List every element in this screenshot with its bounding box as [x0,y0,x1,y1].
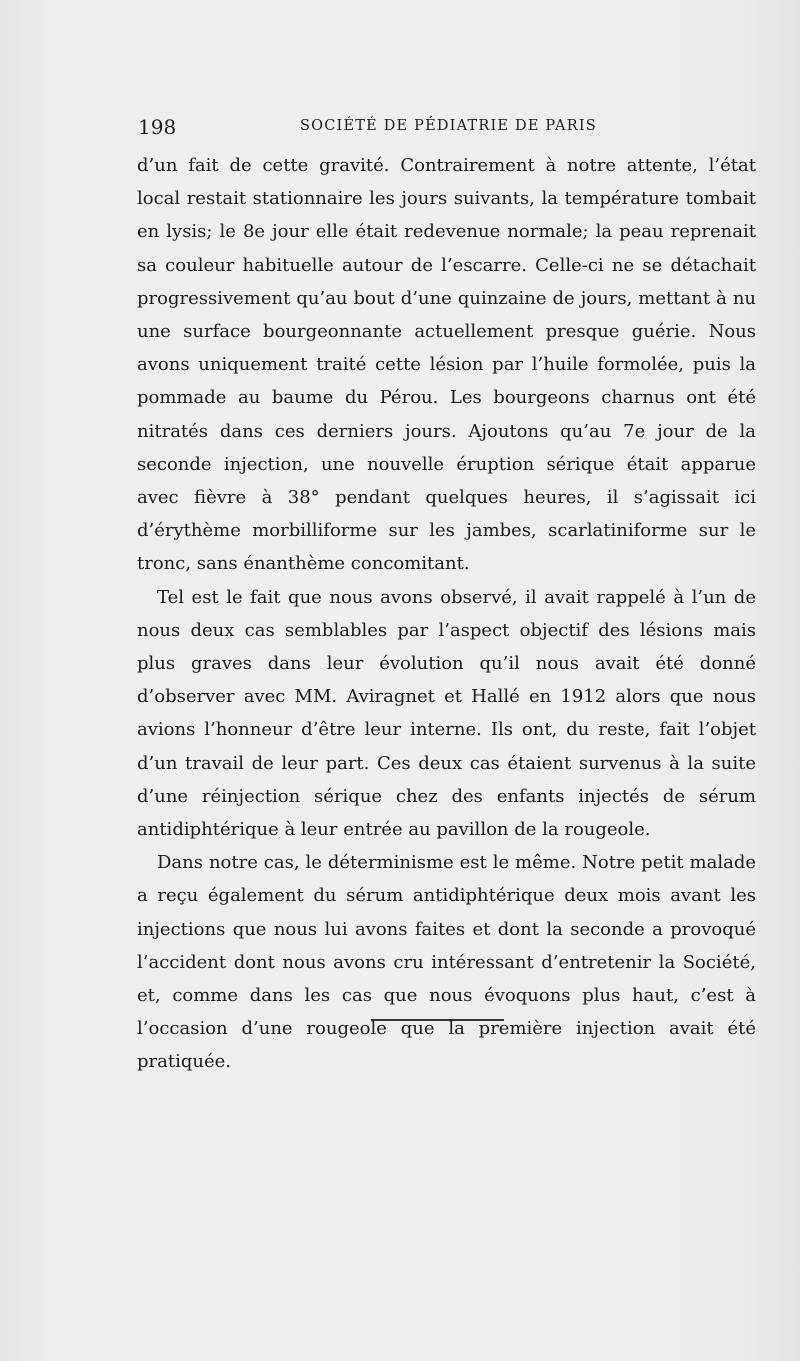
running-title: SOCIÉTÉ DE PÉDIATRIE DE PARIS [300,118,597,134]
page-header [138,115,756,139]
paragraph-observation: Tel est le fait que nous avons observé, il avait rappelé à l’un de nous deux cas semblables par l’aspect objectif des lésions mais plus graves dans leur évolution qu’il nous avait été donné d’observer avec MM. Aviragnet et Hallé en 1912 alors que nous avions l’honneur d’être leur interne. Ils ont, du reste, fait l’objet d’un travail de leur part. Ces deux cas étaient survenus à la suite d’une réinjection sérique chez des enfants injectés de sérum antidiphtérique à leur entrée au pavillon de la rougeole. [137,586,756,841]
paragraph-continuation: d’un fait de cette gravité. Contrairement à notre attente, l’état local restait stationnaire les jours suivants, la température tombait en lysis; le 8e jour elle était redevenue normale; la peau reprenait sa couleur habituelle autour de l’escarre. Celle-ci ne se détachait progressivement qu’au bout d’une quinzaine de jours, mettant à nu une surface bourgeonnante actuellement presque guérie. Nous avons uniquement traité cette lésion par l’huile formolée, puis la pommade au baume du Pérou. Les bourgeons charnus ont été nitratés dans ces derniers jours. Ajoutons qu’au 7e jour de la seconde injection, une nouvelle éruption sérique était apparue avec fièvre à 38° pendant quelques heures, il s’agissait ici d’érythème morbilliforme sur les jambes, scarlatiniforme sur le tronc, sans énanthème concomitant. [137,155,756,575]
page-number: 198 [138,115,177,139]
paragraph-conclusion: Dans notre cas, le déterminisme est le même. Notre petit malade a reçu également du sérum antidiphtérique deux mois avant les injections que nous lui avons faites et dont la seconde a provoqué l’accident dont nous avons cru intéressant d’entretenir la Société, et, comme dans les cas que nous évoquons plus haut, c’est à l’occasion d’une rougeole que la première injection avait été pratiquée. [137,852,756,1073]
section-end-rule [371,1019,504,1021]
body-text [137,149,756,1079]
